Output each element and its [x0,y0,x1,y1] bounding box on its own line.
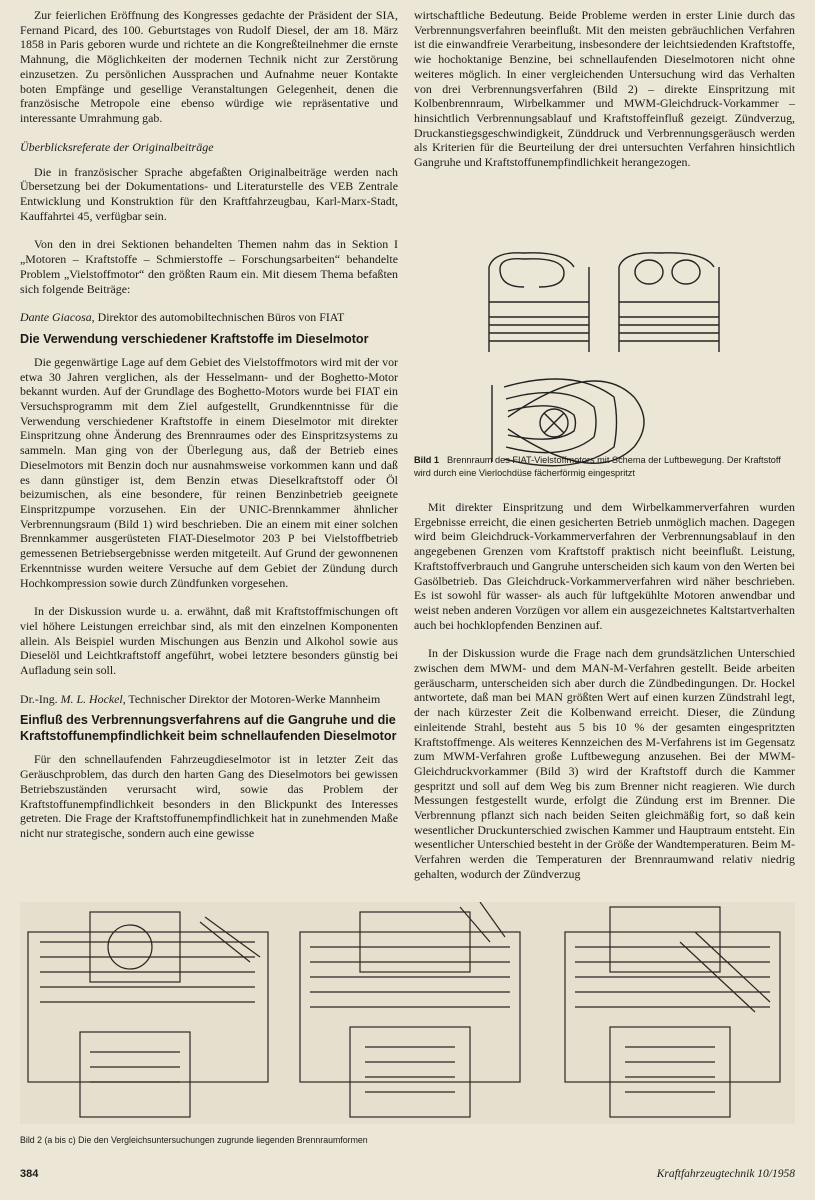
author-2-prefix: Dr.-Ing. [20,691,61,706]
figure-2-caption: Bild 2 (a bis c) Die den Vergleichsuntersuchungen zugrunde liegenden Brennraumformen [20,1135,368,1145]
right-column-top [414,8,795,184]
figure-1-caption-text: Brennraum des FIAT-Vielstoffmotors mit Schema der Luftbewegung. Der Kraftstoff wird durch eine Vierlochdüse fächerförmig eingespritzt [414,455,781,478]
author-2-name: M. L. Hockel [60,691,123,706]
right-column-bottom [414,500,795,896]
article-2-title: Einfluß des Verbrennungsverfahrens auf die Gangruhe und die Kraftstoffunempfindlichkeit beim schnellaufenden Dieselmotor [20,713,397,744]
article-1-paragraph-1: Die gegenwärtige Lage auf dem Gebiet des Vielstoffmotors wird mit der vor etwa 30 Jahren verglichen, als der Hesselmann- und der Boghetto-Motor bekannt wurden. Auf der Grundlage des Boghetto-Motors wurde bei FIAT ein Versuchsprogramm mit dem Ziel aufgestellt, Grundkenntnisse für die Verwendung verschiedener Kraftstoffe in einem Dieselmotor mit direkter Einspritzung ohne Änderung des Brennraumes oder des Einspritzsystems zu sammeln. Man ging von der Überlegung aus, daß der Betrieb eines Dieselmotors mit Benzin doch nur ausnahmsweise vorkommen kann und daß es dann günstiger ist, dem Benzin etwas Dieselkraftstoff oder Öl beizumischen, als eine besondere, für reinen Benzinbetrieb geeignete Einspritzpumpe vorzusehen. Ein der UNIC-Brennkammer ähnlicher Verbrennungsraum (Bild 1) wird beschrieben. Die an einem mit einer solchen Brennkammer ausgerüsteten FIAT-Dieselmotor 203 P bei Vielstoffbetrieb gemessenen Betriebsergebnisse werden mitgeteilt. Auf Grund der gewonnenen Erkenntnisse wurden weitere Versuche auf dem Gebiet der Zündung durch Hochkompression sowie durch Zündfunken vorgesehen. [20,354,398,590]
figure-1-label: Bild 1 [414,455,440,465]
right-paragraph-3: In der Diskussion wurde die Frage nach dem grundsätzlichen Unterschied zwischen dem MWM- und dem MAN-M-Verfahren gestellt. Beide arbeiten geräuscharm, unterscheiden sich aber durch die Zündbedingungen. Dr. Hockel antwortete, daß man bei MAN größten Wert auf einen kurzen Zündstrahl legt, der nach kürzester Zeit die Kolbenwand erreicht. Dieser, die Zündung einleitende Strahl, besteht aus 5 bis 10 % der gesamten eingespritzten Kraftstoffmenge. Als weiteres Kennzeichen des M-Verfahrens ist im Gegensatz zum MWM-Verfahren große Luftbewegung anzusehen. Bei der MWM-Gleichdruckvorkammer (Bild 3) wird der Kraftstoff durch die Kammer gespritzt und soll auf dem Weg bis zum Brenner nicht reagieren. Wie durch Messungen festgestellt wurde, erfolgt die Zündung erst im Brenner. Die Verbrennung pflanzt sich nach beiden Seiten gleichmäßig fort, so daß kein wesentlicher Druckunterschied zwischen Kammer und Hauptraum entsteht. Ein wesentlicher Unterschied besteht in der Größe der Wandtemperaturen. Beim M-Verfahren werden die Temperaturen der Brennraumwand relativ niedrig gehalten, wodurch der Zündverzug [414,646,795,881]
journal-footer: Kraftfahrzeugtechnik 10/1958 [656,1168,795,1180]
intro-paragraph-2: Die in französischer Sprache abgefaßten Originalbeiträge werden nach Übersetzung bei der Dokumentations- und Literaturstelle des VEB Zentrale Entwicklung und Konstruktion für den Kraftfahrzeugbau, Karl-Marx-Stadt, Kauffahrtei 45, verfügbar sein. [20,164,398,223]
author-1-role: , Direktor des automobiltechnischen Büros von FIAT [91,310,345,325]
figure-1-combustion-chamber [414,232,795,482]
intro-paragraph-3: Von den in drei Sektionen behandelten Themen nahm das in Sektion I „Motoren – Kraftstoffe – Schmierstoffe – Forschungsarbeiten“ behandelte Problem „Vielstoffmotor“ den größten Raum ein. Mit diesem Thema befaßten sich folgende Beiträge: [20,237,398,296]
article-2-paragraph-1: Für den schnellaufenden Fahrzeugdieselmotor ist in letzter Zeit das Geräuschproblem, das durch den harten Gang des Dieselmotors bei gewissen Betriebszuständen verursacht wird, sowie das Problem der Kraftstoffunempfindlichkeit besonders in den Blickpunkt des Interesses getreten. Die Frage der Kraftstoffunempfindlichkeit hat in zunehmenden Maße nicht nur strategische, sondern auch eine gewisse [20,752,398,840]
page-number: 384 [20,1168,39,1180]
right-paragraph-2: Mit direkter Einspritzung und dem Wirbelkammerverfahren wurden Ergebnisse erreicht, die einen gesicherten Betrieb unmöglich machen. Dagegen wird beim Gleichdruck-Vorkammerverfahren der Verbrennungsablauf in den angegebenen Grenzen vom Kraftstoff praktisch nicht beeinflußt. Leistung, Kraftstoffverbrauch und Gangruhe unterscheiden sich kaum von den Werten bei Gasölbetrieb. Das Gleichdruck-Vorkammerverfahren wird näher beschrieben. Es ist sowohl für wasser- als auch für luftgekühlte Motoren anwendbar und weist neben anderen Vorzügen vor allem ein ausgezeichnetes Kaltstartverhalten auch bei hochklopfenden Benzinen auf. [414,500,795,632]
article-1-paragraph-2: In der Diskussion wurde u. a. erwähnt, daß mit Kraftstoffmischungen oft viel höhere Leistungen erreichbar sind, als mit den einzelnen Komponenten allein. Als Beispiel wurden Mischungen aus Benzin und Alkohol sowie aus Dieselöl und Leichtkraftstoff angeführt, wobei letztere besonders günstig bei Aufladung sein soll. [20,604,398,678]
author-1-name: Dante Giacosa [20,310,92,325]
author-1 [20,310,398,325]
figure-1-caption [414,454,795,479]
section-heading: Überblicksreferate der Originalbeiträge [20,139,214,154]
figure-2-combustion-chamber-forms [20,902,795,1124]
right-paragraph-1: wirtschaftliche Bedeutung. Beide Probleme werden in erster Linie durch das Verbrennungsverfahren beeinflußt. Mit den meisten gebräuchlichen Verfahren ist die einwandfreie Verarbeitung, insbesondere der leichtsiedenden Kraftstoffe, wie hochoktanige Benzine, bei schnellaufenden Dieselmotoren nicht ohne weiteres möglich. In einer vergleichenden Untersuchung wird das Verhalten von drei Verbrennungsverfahren (Bild 2) – direkte Einspritzung mit Kolbenbrennraum, Wirbelkammer und MWM-Gleichdruck-Vorkammer – hinsichtlich Verbrennungsablauf und Kraftstoffeinfluß gezeigt. Zündverzug, Druckanstiegsgeschwindigkeit, Zünddruck und Verbrennungsgeräusch werden als Kriterien für die Beurteilung der drei untersuchten Verfahren hinsichtlich Gangruhe und Kraftstoffunempfindlichkeit herangezogen. [414,8,795,170]
author-2-role: , Technischer Direktor der Motoren-Werke Mannheim [122,691,381,706]
article-1-title: Die Verwendung verschiedener Kraftstoffe im Dieselmotor [20,331,369,346]
left-column [20,8,398,855]
author-2 [20,692,398,707]
intro-paragraph-1: Zur feierlichen Eröffnung des Kongresses gedachte der Präsident der SIA, Fernand Picard, des 100. Geburtstages von Rudolf Diesel, der am 18. März 1858 in Paris geboren wurde und richtete an die Kongreßteilnehmer die ernste Mahnung, die Möglichkeiten der modernen Technik nicht zur Zerstörung einzusetzen. Zu persönlichen Aussprachen und Aufnahme neuer Kontakte boten Empfänge und gesellige Veranstaltungen Gelegenheit, denen die französische Metropole eine ebenso würdige wie repräsentative und interessante Umrahmung gab. [20,8,398,125]
